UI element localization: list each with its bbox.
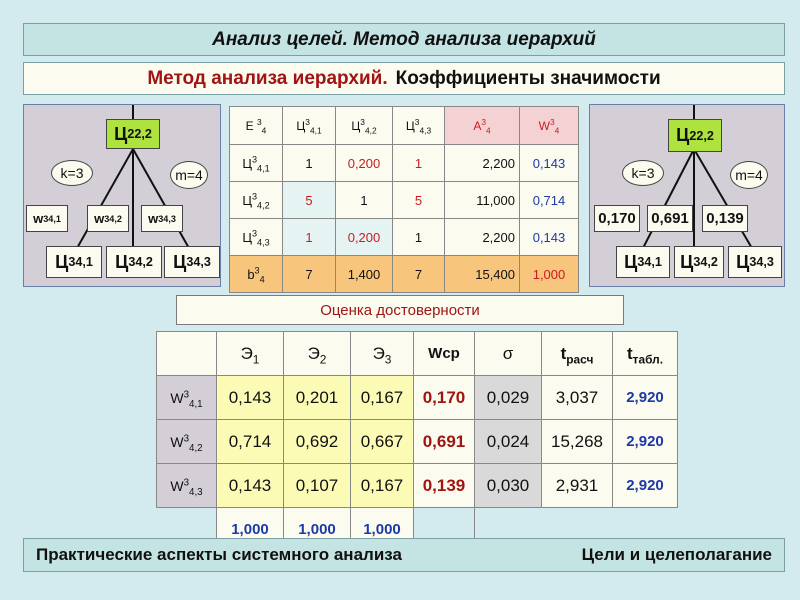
matrix-col-header: $A^3_4$ xyxy=(445,107,520,145)
matrix-col-header: $Ц^3_{4,2}$ xyxy=(336,107,393,145)
matrix-row-label: $Ц^3_{4,3}$ xyxy=(230,219,283,256)
right-tree-leaf-1: Ц 3 4,1 xyxy=(616,246,670,278)
matrix-cell: 1 xyxy=(283,145,336,182)
right-tree-weight-1: 0,170 xyxy=(594,205,640,232)
section-subtitle xyxy=(23,62,785,95)
matrix-cell: 1 xyxy=(336,182,393,219)
matrix-sum-cell: 1,400 xyxy=(336,256,393,293)
eval-ttab-cell: 2,920 xyxy=(613,376,678,420)
reliability-heading: Оценка достоверности xyxy=(176,295,624,325)
matrix-col-header: $W^3_4$ xyxy=(520,107,579,145)
eval-expert-cell: 0,201 xyxy=(284,376,351,420)
matrix-sum-cell: 7 xyxy=(393,256,445,293)
eval-expert-cell: 0,143 xyxy=(217,376,284,420)
left-tree-root-node: Ц 2 2,2 xyxy=(106,119,160,149)
eval-row xyxy=(157,420,678,464)
right-tree-weight-3: 0,139 xyxy=(702,205,748,232)
right-tree-weight-2: 0,691 xyxy=(647,205,693,232)
matrix-col-header: $Ц^3_{4,1}$ xyxy=(283,107,336,145)
left-tree-weight-3: w 3 4,3 xyxy=(141,205,183,232)
matrix-row-label: $b^3_4$ xyxy=(230,256,283,293)
matrix-cell: 0,200 xyxy=(336,145,393,182)
matrix-cell: 0,143 xyxy=(520,219,579,256)
eval-sigma-cell: 0,030 xyxy=(475,464,542,508)
right-tree-m-oval: m=4 xyxy=(730,161,768,189)
matrix-cell: 0,200 xyxy=(336,219,393,256)
eval-wcp-cell: 0,691 xyxy=(414,420,475,464)
pairwise-comparison-matrix xyxy=(229,106,579,293)
eval-expert-cell: 0,143 xyxy=(217,464,284,508)
eval-sigma-cell: 0,024 xyxy=(475,420,542,464)
eval-sum-cell: 1,000 xyxy=(351,508,414,552)
eval-wcp-cell: 0,139 xyxy=(414,464,475,508)
eval-ttab-cell: 2,920 xyxy=(613,464,678,508)
eval-wcp-cell: 0,170 xyxy=(414,376,475,420)
matrix-cell: 1 xyxy=(283,219,336,256)
matrix-row xyxy=(230,219,579,256)
matrix-row-label: $Ц^3_{4,1}$ xyxy=(230,145,283,182)
matrix-row xyxy=(230,182,579,219)
matrix-header-row xyxy=(230,107,579,145)
left-tree-leaf-2: Ц 3 4,2 xyxy=(106,246,162,278)
reliability-evaluation-table xyxy=(156,331,678,552)
eval-tcalc-cell: 2,931 xyxy=(542,464,613,508)
eval-sigma-cell: 0,029 xyxy=(475,376,542,420)
matrix-cell: 11,000 xyxy=(445,182,520,219)
eval-col-header: $Э_2$ xyxy=(284,332,351,376)
eval-expert-cell: 0,667 xyxy=(351,420,414,464)
subtitle-part2: Коэффициенты значимости xyxy=(395,67,661,89)
footer-left-text: Практические аспекты системного анализа xyxy=(36,545,402,564)
left-tree-k-oval: k=3 xyxy=(51,160,93,186)
matrix-cell: 5 xyxy=(393,182,445,219)
eval-sum-cell: 1,000 xyxy=(284,508,351,552)
right-tree-leaf-3: Ц 3 4,3 xyxy=(728,246,782,278)
eval-tcalc-cell: 3,037 xyxy=(542,376,613,420)
eval-tcalc-cell: 15,268 xyxy=(542,420,613,464)
left-tree-weight-1: w 3 4,1 xyxy=(26,205,68,232)
right-hierarchy-tree xyxy=(589,104,785,287)
eval-sum-cell: 1,000 xyxy=(217,508,284,552)
matrix-cell: 1 xyxy=(393,145,445,182)
matrix-sum-cell: 7 xyxy=(283,256,336,293)
matrix-cell: 2,200 xyxy=(445,145,520,182)
matrix-cell: 5 xyxy=(283,182,336,219)
matrix-cell: 1 xyxy=(393,219,445,256)
eval-header-row xyxy=(157,332,678,376)
left-tree-m-oval: m=4 xyxy=(170,161,208,189)
eval-row-label: $W^3_{4,2}$ xyxy=(157,420,217,464)
footer-right-text: Цели и целеполагание xyxy=(581,545,772,564)
matrix-sum-cell: 15,400 xyxy=(445,256,520,293)
subtitle-part1: Метод анализа иерархий. xyxy=(147,67,388,89)
eval-corner-cell xyxy=(157,332,217,376)
left-tree-leaf-3: Ц 3 4,3 xyxy=(164,246,220,278)
matrix-sum-row xyxy=(230,256,579,293)
eval-row xyxy=(157,376,678,420)
eval-col-header: $Э_1$ xyxy=(217,332,284,376)
eval-col-header: Wcp xyxy=(414,332,475,376)
eval-row-label: $W^3_{4,1}$ xyxy=(157,376,217,420)
eval-col-header: $t_{табл.}$ xyxy=(613,332,678,376)
right-tree-leaf-2: Ц 3 4,2 xyxy=(674,246,724,278)
matrix-cell: 0,143 xyxy=(520,145,579,182)
left-tree-weight-2: w 3 4,2 xyxy=(87,205,129,232)
matrix-row xyxy=(230,145,579,182)
matrix-sum-cell: 1,000 xyxy=(520,256,579,293)
eval-col-header: $Э_3$ xyxy=(351,332,414,376)
eval-row xyxy=(157,464,678,508)
eval-expert-cell: 0,692 xyxy=(284,420,351,464)
eval-expert-cell: 0,107 xyxy=(284,464,351,508)
page-title xyxy=(23,23,785,56)
eval-row-label: $W^3_{4,3}$ xyxy=(157,464,217,508)
matrix-cell: 2,200 xyxy=(445,219,520,256)
matrix-col-header: $Ц^3_{4,3}$ xyxy=(393,107,445,145)
eval-expert-cell: 0,167 xyxy=(351,376,414,420)
eval-ttab-cell: 2,920 xyxy=(613,420,678,464)
left-tree-leaf-1: Ц 3 4,1 xyxy=(46,246,102,278)
page-title-text: Анализ целей. Метод анализа иерархий xyxy=(212,28,596,50)
footer-bar xyxy=(23,538,785,572)
right-tree-root-node: Ц 2 2,2 xyxy=(668,119,722,152)
eval-col-header: σ xyxy=(475,332,542,376)
matrix-cell: 0,714 xyxy=(520,182,579,219)
matrix-row-label: $Ц^3_{4,2}$ xyxy=(230,182,283,219)
eval-expert-cell: 0,714 xyxy=(217,420,284,464)
matrix-corner-cell: E $^3_4$ xyxy=(230,107,283,145)
right-tree-k-oval: k=3 xyxy=(622,160,664,186)
left-hierarchy-tree xyxy=(23,104,221,287)
eval-col-header: $t_{расч}$ xyxy=(542,332,613,376)
eval-expert-cell: 0,167 xyxy=(351,464,414,508)
